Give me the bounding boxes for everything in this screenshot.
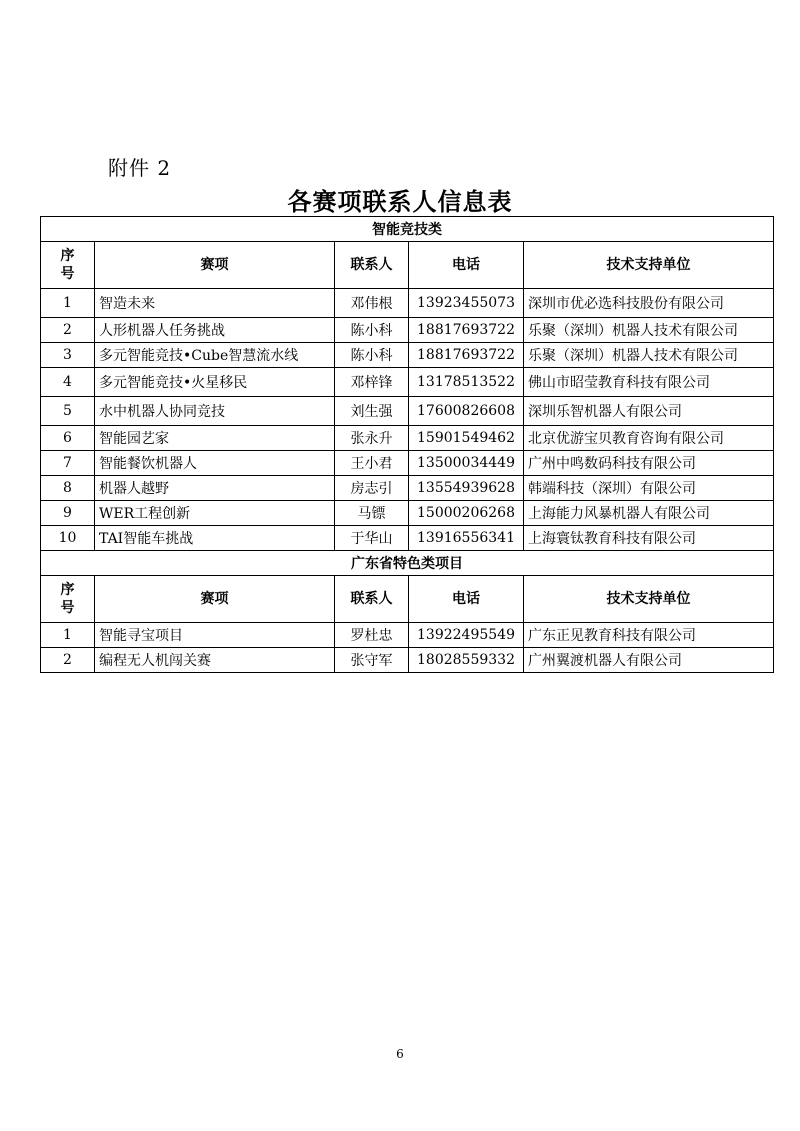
cell-seq: 4 [41, 368, 95, 397]
section-title: 智能竞技类 [41, 217, 774, 242]
cell-unit: 上海寰钛教育科技有限公司 [524, 526, 774, 551]
column-header-seq [41, 242, 95, 289]
cell-event: 智能餐饮机器人 [95, 451, 335, 476]
table-row [41, 501, 774, 526]
table-row [41, 526, 774, 551]
table-row [41, 426, 774, 451]
cell-event: 智造未来 [95, 289, 335, 318]
column-header-phone: 电话 [409, 576, 524, 623]
cell-seq: 7 [41, 451, 95, 476]
column-header-unit: 技术支持单位 [524, 576, 774, 623]
cell-contact: 于华山 [335, 526, 409, 551]
column-header-seq-line2: 号 [60, 266, 75, 282]
cell-contact: 罗杜忠 [335, 623, 409, 648]
cell-seq: 1 [41, 289, 95, 318]
cell-seq: 1 [41, 623, 95, 648]
cell-contact: 房志引 [335, 476, 409, 501]
cell-phone: 13178513522 [409, 368, 524, 397]
column-header-phone: 电话 [409, 242, 524, 289]
cell-unit: 北京优游宝贝教育咨询有限公司 [524, 426, 774, 451]
column-header-row [41, 242, 774, 289]
column-header-seq-line1: 序 [60, 248, 75, 264]
cell-unit: 深圳乐智机器人有限公司 [524, 397, 774, 426]
cell-event: 水中机器人协同竞技 [95, 397, 335, 426]
contact-info-table [40, 216, 774, 673]
table-row [41, 623, 774, 648]
cell-contact: 马镖 [335, 501, 409, 526]
column-header-unit: 技术支持单位 [524, 242, 774, 289]
cell-contact: 王小君 [335, 451, 409, 476]
section-title: 广东省特色类项目 [41, 551, 774, 576]
column-header-seq [41, 576, 95, 623]
cell-phone: 15901549462 [409, 426, 524, 451]
page-number: 6 [396, 1047, 404, 1061]
attachment-label: 附件 2 [108, 156, 172, 180]
cell-phone: 17600826608 [409, 397, 524, 426]
cell-contact: 邓伟根 [335, 289, 409, 318]
cell-unit: 乐聚（深圳）机器人技术有限公司 [524, 318, 774, 343]
cell-contact: 张守军 [335, 648, 409, 673]
table-row [41, 343, 774, 368]
cell-phone: 15000206268 [409, 501, 524, 526]
cell-unit: 乐聚（深圳）机器人技术有限公司 [524, 343, 774, 368]
cell-unit: 深圳市优必选科技股份有限公司 [524, 289, 774, 318]
cell-seq: 6 [41, 426, 95, 451]
table-row [41, 476, 774, 501]
table-row [41, 451, 774, 476]
cell-unit: 佛山市昭莹教育科技有限公司 [524, 368, 774, 397]
column-header-contact: 联系人 [335, 576, 409, 623]
cell-phone: 13554939628 [409, 476, 524, 501]
cell-contact: 刘生强 [335, 397, 409, 426]
table-row [41, 289, 774, 318]
cell-event: 智能园艺家 [95, 426, 335, 451]
cell-seq: 5 [41, 397, 95, 426]
cell-unit: 广州中鸣数码科技有限公司 [524, 451, 774, 476]
cell-seq: 2 [41, 318, 95, 343]
cell-seq: 2 [41, 648, 95, 673]
cell-phone: 18817693722 [409, 318, 524, 343]
cell-unit: 广州翼渡机器人有限公司 [524, 648, 774, 673]
cell-phone: 13922495549 [409, 623, 524, 648]
cell-phone: 18817693722 [409, 343, 524, 368]
section-title-row [41, 551, 774, 576]
cell-unit: 上海能力风暴机器人有限公司 [524, 501, 774, 526]
table-row [41, 318, 774, 343]
table-row [41, 648, 774, 673]
column-header-contact: 联系人 [335, 242, 409, 289]
cell-unit: 韩端科技（深圳）有限公司 [524, 476, 774, 501]
cell-seq: 3 [41, 343, 95, 368]
cell-phone: 13923455073 [409, 289, 524, 318]
cell-seq: 8 [41, 476, 95, 501]
cell-contact: 张永升 [335, 426, 409, 451]
column-header-event: 赛项 [95, 242, 335, 289]
cell-contact: 邓梓锋 [335, 368, 409, 397]
cell-contact: 陈小科 [335, 343, 409, 368]
column-header-seq-line2: 号 [60, 600, 75, 616]
cell-event: 多元智能竞技•Cube智慧流水线 [95, 343, 335, 368]
cell-event: 智能寻宝项目 [95, 623, 335, 648]
cell-event: 人形机器人任务挑战 [95, 318, 335, 343]
column-header-event: 赛项 [95, 576, 335, 623]
cell-seq: 10 [41, 526, 95, 551]
cell-unit: 广东正见教育科技有限公司 [524, 623, 774, 648]
cell-seq: 9 [41, 501, 95, 526]
table-row [41, 397, 774, 426]
cell-event: TAI智能车挑战 [95, 526, 335, 551]
table-row [41, 368, 774, 397]
cell-phone: 18028559332 [409, 648, 524, 673]
cell-event: WER工程创新 [95, 501, 335, 526]
cell-phone: 13916556341 [409, 526, 524, 551]
column-header-seq-line1: 序 [60, 582, 75, 598]
cell-event: 编程无人机闯关赛 [95, 648, 335, 673]
cell-contact: 陈小科 [335, 318, 409, 343]
section-title-row [41, 217, 774, 242]
column-header-row [41, 576, 774, 623]
cell-phone: 13500034449 [409, 451, 524, 476]
cell-event: 多元智能竞技•火星移民 [95, 368, 335, 397]
document-title: 各赛项联系人信息表 [287, 187, 513, 216]
cell-event: 机器人越野 [95, 476, 335, 501]
